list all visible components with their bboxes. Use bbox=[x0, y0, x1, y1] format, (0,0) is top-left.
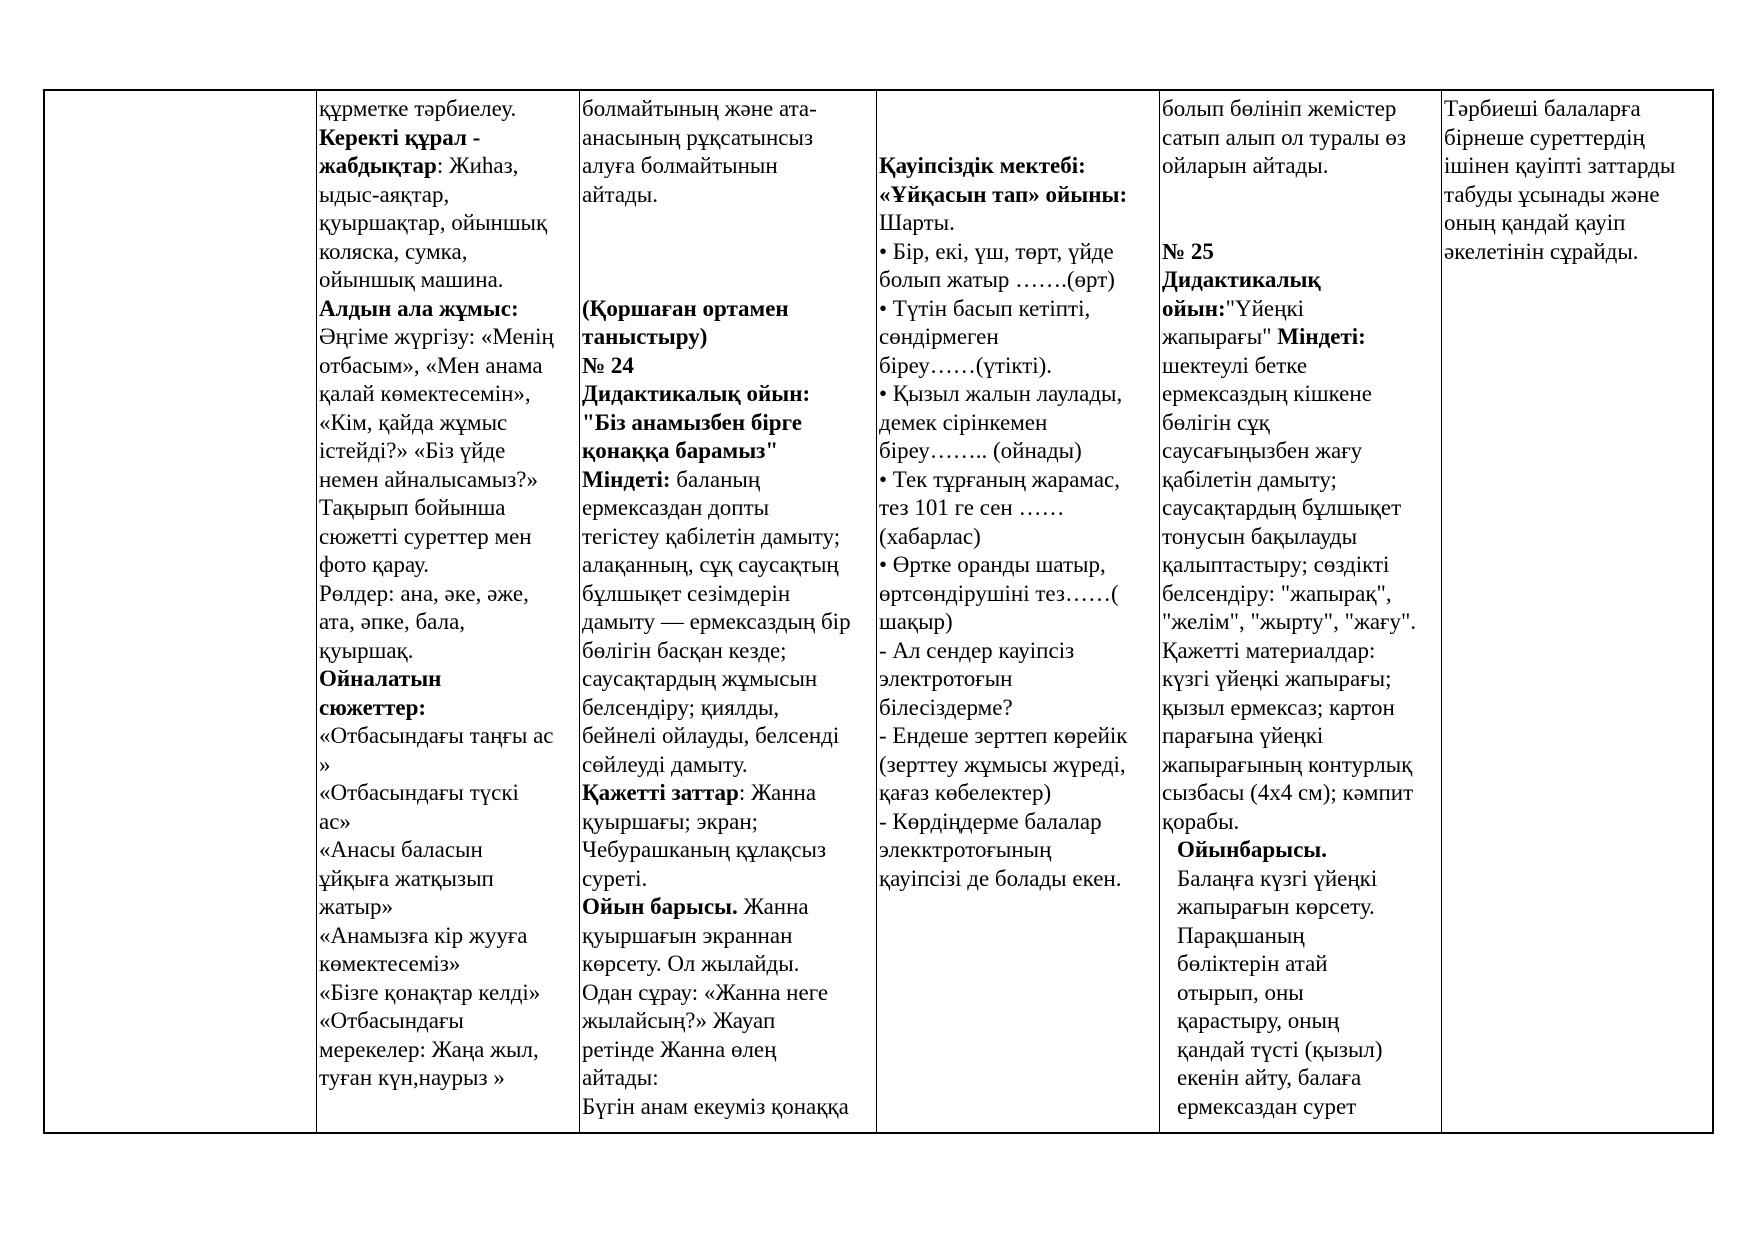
text-line: сюжетті суреттер мен bbox=[319, 523, 532, 549]
bold-text: сюжеттер: bbox=[319, 694, 427, 720]
text-line: айтады. bbox=[582, 181, 658, 207]
text-line: бөліктерін атай bbox=[1177, 951, 1328, 976]
cell-text bbox=[317, 91, 579, 1093]
text-line: күзгі үйеңкі жапырағы; bbox=[1162, 666, 1392, 691]
bold-text: (Қоршаған ортамен bbox=[582, 295, 789, 321]
text-line: ас» bbox=[319, 808, 351, 834]
blank-line bbox=[1162, 181, 1439, 210]
text-line: ермексаздың кішкене bbox=[1162, 381, 1372, 406]
text-line: ата, әпке, бала, bbox=[319, 609, 466, 634]
blank-line bbox=[582, 209, 874, 238]
cell-text bbox=[877, 91, 1159, 893]
text-line bbox=[582, 323, 874, 352]
text-line bbox=[582, 295, 874, 324]
text-line bbox=[1162, 266, 1439, 295]
text-line: сызбасы (4х4 см); кәмпит bbox=[1162, 780, 1414, 805]
bold-text: Ойынбарысы. bbox=[1177, 837, 1328, 862]
text-line bbox=[582, 352, 874, 381]
text-line: өртсөндірушіні тез……( bbox=[879, 580, 1119, 606]
text-line bbox=[582, 779, 874, 808]
text-line bbox=[582, 409, 874, 438]
text-line bbox=[1162, 238, 1439, 267]
text-line: тонусын бақылауды bbox=[1162, 523, 1358, 549]
bold-text: «Ұйқасын тап» ойыны: bbox=[879, 181, 1128, 207]
bold-text: Ойналатын bbox=[319, 666, 442, 691]
lesson-plan-table bbox=[43, 89, 1714, 1134]
text-line: қуыршағын экраннан bbox=[582, 922, 793, 948]
text-line: отырып, оны bbox=[1177, 979, 1304, 1005]
text-line bbox=[1162, 295, 1439, 324]
text-line: қалай көмектесемін», bbox=[319, 381, 531, 406]
text-line: қарастыру, оның bbox=[1177, 1008, 1340, 1033]
bold-text: Қажетті заттар bbox=[582, 780, 739, 805]
bold-text: Ойын барысы. bbox=[582, 894, 738, 919]
text-line: алақанның, сұқ саусақтың bbox=[582, 552, 839, 577]
text-line: - Ендеше зерттеп көрейік bbox=[879, 723, 1128, 748]
text-line: отбасым», «Мен анама bbox=[319, 352, 543, 378]
text-run: : Жиһаз, bbox=[436, 153, 519, 178]
text-run: : Жанна bbox=[738, 780, 817, 805]
bold-text: Дидактикалық bbox=[1162, 267, 1321, 292]
bold-text: Керекті құрал - bbox=[319, 124, 481, 150]
cell-text bbox=[1160, 91, 1441, 1121]
text-line: демек сірінкемен bbox=[879, 409, 1048, 435]
text-line: Тақырып бойынша bbox=[319, 495, 506, 520]
text-line: мерекелер: Жаңа жыл, bbox=[319, 1036, 539, 1062]
text-line: қауіпсізі де болады екен. bbox=[879, 865, 1122, 891]
text-line: сатып алып ол туралы өз bbox=[1162, 124, 1406, 150]
text-line: саусақтардың жұмысын bbox=[582, 666, 818, 691]
text-line: айтады: bbox=[582, 1065, 659, 1090]
text-line: белсендіру; қиялды, bbox=[582, 694, 780, 720]
text-line: саусағыңызбен жағу bbox=[1162, 438, 1363, 463]
text-line: білесіздерме? bbox=[879, 694, 1013, 720]
text-line: екенін айту, балаға bbox=[1177, 1065, 1362, 1090]
text-line: анасының рұқсатынсыз bbox=[582, 124, 814, 150]
text-line: (зерттеу жұмысы жүреді, bbox=[879, 751, 1126, 777]
text-line: жапырағын көрсету. bbox=[1177, 894, 1375, 919]
text-line: шақыр) bbox=[879, 609, 953, 634]
cell-text bbox=[45, 91, 316, 95]
text-line bbox=[319, 124, 577, 153]
cell-text bbox=[1442, 91, 1714, 266]
text-line: бейнелі ойлауды, белсенді bbox=[582, 723, 840, 748]
text-line: бөлігін сұқ bbox=[1162, 409, 1270, 435]
text-line: қуыршақ. bbox=[319, 637, 414, 663]
bold-text: Қауіпсіздік мектебі: bbox=[879, 153, 1086, 178]
text-line: Әңгіме жүргізу: «Менің bbox=[319, 324, 554, 349]
text-line: • Өртке оранды шатыр, bbox=[879, 552, 1106, 577]
text-line: «Бізге қонақтар келді» bbox=[319, 979, 541, 1005]
text-line: сөндірмеген bbox=[879, 324, 999, 349]
text-line: қызыл ермексаз; картон bbox=[1162, 694, 1395, 720]
text-line: электротоғын bbox=[879, 666, 1013, 691]
text-line: ұйқыға жатқызып bbox=[319, 865, 494, 891]
text-line: көмектесеміз» bbox=[319, 951, 461, 976]
bold-text: Міндеті: bbox=[1277, 324, 1366, 349]
text-line: тез 101 ге сен …… bbox=[879, 495, 1065, 520]
text-line: «Анасы баласын bbox=[319, 837, 483, 862]
text-line bbox=[582, 437, 874, 466]
text-line: құрметке тәрбиелеу. bbox=[319, 96, 517, 121]
text-line: қағаз көбелектер) bbox=[879, 780, 1052, 805]
text-line bbox=[582, 893, 874, 922]
text-line: саусақтардың бұлшықет bbox=[1162, 495, 1402, 520]
text-line: ойларын айтады. bbox=[1162, 153, 1329, 178]
blank-line bbox=[582, 266, 874, 295]
text-line: "желім", "жырту", "жағу". bbox=[1162, 609, 1417, 634]
text-line: бөлігін басқан кезде; bbox=[582, 637, 787, 663]
text-line: қорабы. bbox=[1162, 808, 1240, 834]
text-line: «Отбасындағы bbox=[319, 1008, 464, 1033]
text-line: «Анамызға кір жууға bbox=[319, 922, 528, 948]
bold-text: қонаққа барамыз" bbox=[582, 438, 779, 463]
text-line: ермексаздан допты bbox=[582, 495, 770, 520]
text-line: • Қызыл жалын лаулады, bbox=[879, 381, 1123, 406]
bold-text: таныстыру) bbox=[582, 324, 708, 349]
cell-text bbox=[580, 91, 876, 1121]
bold-text: № 25 bbox=[1162, 238, 1214, 264]
text-line: Шарты. bbox=[879, 210, 955, 235]
text-line: «Кім, қайда жұмыс bbox=[319, 409, 508, 435]
bold-text: Алдын ала жұмыс: bbox=[319, 295, 519, 321]
text-line: - Ал сендер кауіпсіз bbox=[879, 637, 1075, 663]
bold-text: № 24 bbox=[582, 352, 634, 378]
text-line: дамыту — ермексаздың бір bbox=[582, 609, 851, 634]
text-run: "Үйеңкі bbox=[1225, 295, 1305, 321]
text-line bbox=[1162, 836, 1439, 865]
text-line: жылайсың?» Жауап bbox=[582, 1008, 776, 1033]
text-line: Чебурашканың құлақсыз bbox=[582, 837, 827, 862]
column-4 bbox=[877, 91, 1160, 1132]
text-line bbox=[319, 665, 577, 694]
text-line bbox=[1162, 323, 1439, 352]
text-line: сөйлеуді дамыту. bbox=[582, 751, 748, 777]
text-line: фото қарау. bbox=[319, 552, 429, 577]
text-line: - Көрдіңдерме балалар bbox=[879, 808, 1102, 834]
text-line: ойыншық машина. bbox=[319, 267, 504, 292]
text-line: табуды ұсынады және bbox=[1444, 181, 1660, 207]
text-line: • Түтін басып кетіпті, bbox=[879, 295, 1091, 321]
text-line: ермексаздан сурет bbox=[1177, 1093, 1357, 1119]
text-line: шектеулі бетке bbox=[1162, 352, 1308, 378]
text-line bbox=[582, 380, 874, 409]
column-2 bbox=[317, 91, 580, 1132]
text-line: Тәрбиеші балаларға bbox=[1444, 96, 1641, 121]
text-line: Қажетті материалдар: bbox=[1162, 637, 1376, 663]
blank-line bbox=[879, 124, 1157, 153]
text-line: қуыршағы; экран; bbox=[582, 808, 759, 834]
text-line: коляска, сумка, bbox=[319, 238, 468, 264]
text-run: Жанна bbox=[737, 894, 809, 919]
text-line: немен айналысамыз?» bbox=[319, 466, 539, 492]
column-3 bbox=[580, 91, 877, 1132]
text-line: туған күн,наурыз » bbox=[319, 1065, 505, 1090]
text-line: бірнеше суреттердің bbox=[1444, 124, 1645, 150]
text-line bbox=[319, 152, 577, 181]
bold-text: жабдықтар bbox=[319, 153, 437, 178]
text-line: «Отбасындағы түскі bbox=[319, 780, 519, 805]
text-line: тегістеу қабілетін дамыту; bbox=[582, 523, 841, 549]
text-line: болып бөлініп жемістер bbox=[1162, 96, 1397, 121]
text-line: қандай түсті (қызыл) bbox=[1177, 1036, 1383, 1062]
text-run: жапырағы" bbox=[1162, 324, 1278, 349]
blank-line bbox=[1162, 209, 1439, 238]
text-line: » bbox=[319, 751, 331, 777]
text-line: алуға болмайтынын bbox=[582, 153, 778, 178]
text-line: белсендіру: "жапырақ", bbox=[1162, 580, 1392, 606]
text-line: • Бір, екі, үш, төрт, үйде bbox=[879, 238, 1114, 264]
text-line: қуыршақтар, ойыншық bbox=[319, 210, 548, 235]
blank-line bbox=[582, 238, 874, 267]
text-line: қалыптастыру; сөздікті bbox=[1162, 552, 1390, 577]
text-line bbox=[319, 694, 577, 723]
text-line: болып жатыр …….(өрт) bbox=[879, 267, 1115, 292]
text-line: көрсету. Ол жылайды. bbox=[582, 951, 800, 976]
blank-line bbox=[879, 95, 1157, 124]
bold-text: Дидактикалық ойын: bbox=[582, 381, 811, 406]
text-line: ыдыс-аяқтар, bbox=[319, 181, 450, 207]
text-line: парағына үйеңкі bbox=[1162, 723, 1324, 748]
text-line bbox=[879, 152, 1157, 181]
text-line: біреу……(үтікті). bbox=[879, 352, 1053, 378]
column-5 bbox=[1160, 91, 1442, 1132]
text-line: • Тек тұрғаның жарамас, bbox=[879, 466, 1120, 492]
text-line: істейді?» «Біз үйде bbox=[319, 438, 506, 463]
text-line: Балаңға күзгі үйеңкі bbox=[1177, 865, 1378, 891]
text-line: жатыр» bbox=[319, 894, 394, 919]
text-run: баланың bbox=[670, 466, 761, 492]
text-line: қабілетін дамыту; bbox=[1162, 466, 1337, 492]
text-line: (хабарлас) bbox=[879, 523, 981, 549]
text-line: бұлшықет сезімдерін bbox=[582, 580, 791, 606]
text-line: Одан сұрау: «Жанна неге bbox=[582, 979, 829, 1005]
text-line: Рөлдер: ана, әке, әже, bbox=[319, 580, 529, 606]
text-line bbox=[319, 295, 577, 324]
text-line: Парақшаның bbox=[1177, 922, 1305, 948]
text-line: әкелетінін сұрайды. bbox=[1444, 238, 1639, 264]
text-line: элекктротоғының bbox=[879, 837, 1052, 862]
text-line bbox=[879, 181, 1157, 210]
column-6 bbox=[1442, 91, 1714, 1132]
bold-text: "Біз анамызбен бірге bbox=[582, 409, 802, 435]
text-line: біреу…….. (ойнады) bbox=[879, 438, 1082, 463]
text-line: ішінен қауіпті заттарды bbox=[1444, 153, 1676, 178]
text-line: ретінде Жанна өлең bbox=[582, 1036, 777, 1062]
bold-text: ойын: bbox=[1162, 295, 1226, 321]
text-line: суреті. bbox=[582, 865, 648, 891]
text-line: Бүгін анам екеуміз қонаққа bbox=[582, 1093, 849, 1119]
text-line: жапырағының контурлық bbox=[1162, 751, 1413, 777]
column-1 bbox=[45, 91, 317, 1132]
text-line: оның қандай қауіп bbox=[1444, 210, 1626, 235]
bold-text: Міндеті: bbox=[582, 466, 671, 492]
text-line bbox=[582, 466, 874, 495]
text-line: болмайтының және ата- bbox=[582, 96, 817, 121]
text-line: «Отбасындағы таңғы ас bbox=[319, 723, 554, 748]
